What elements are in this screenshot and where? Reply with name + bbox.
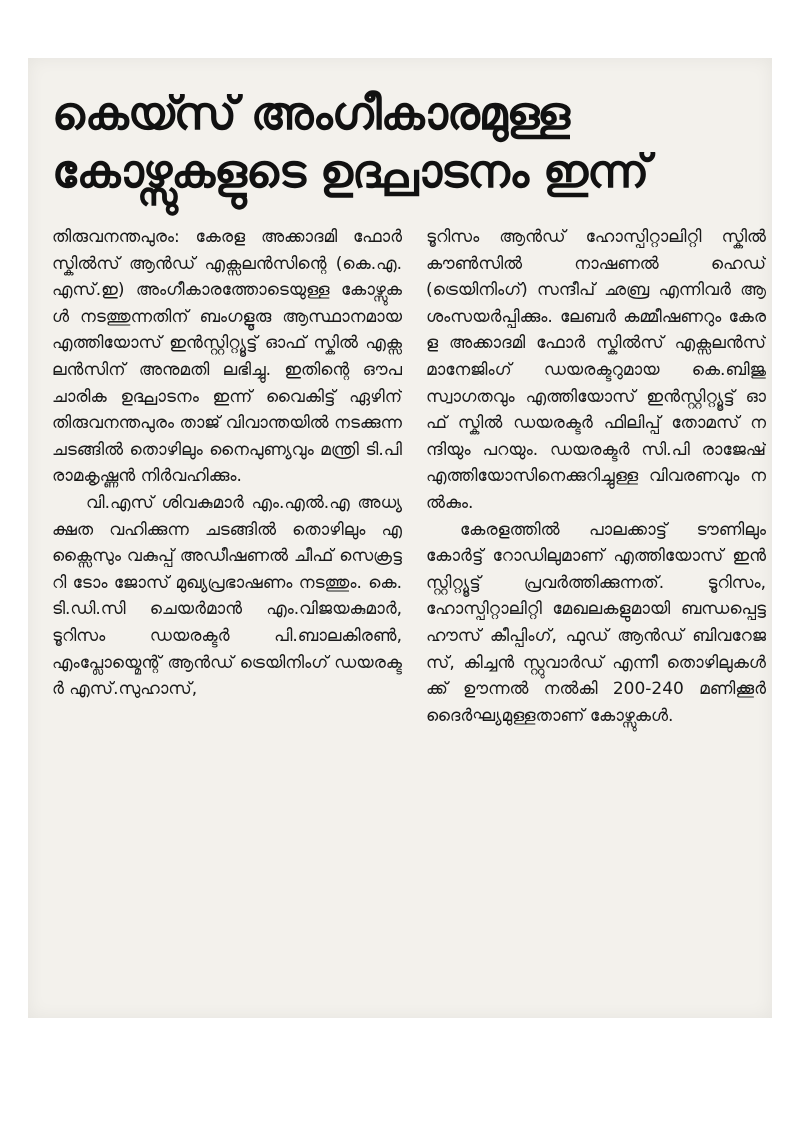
article-column-right [426, 224, 766, 1014]
paragraph-4: കേരളത്തിൽ പാലക്കാട്ട് ടൗണിലും കോർട്ട് റോഡിലുമാണ് എത്തിയോസ് ഇൻസ്റ്റിറ്റ്യൂട്ട് പ്രവർത്തിക്കുന്നത്. ടൂറിസം, ഹോസ്പിറ്റാലിറ്റി മേഖലകളുമായി ബന്ധപ്പെട്ട ഹൗസ് കീപ്പിംഗ്, ഫുഡ് ആൻഡ് ബിവറേജസ്, കിച്ചൻ സ്റ്റുവാർഡ് എന്നീ തൊഴിലുകൾക്ക് ഊന്നൽ നൽകി 200-240 മണിക്കൂർ ദൈർഘ്യമുള്ളതാണ് കോഴ്സുകൾ. [426, 519, 766, 726]
headline-line-2: കോഴ്സുകളുടെ ഉദ്ഘാടനം ഇന്ന് [52, 144, 649, 198]
headline-line-1: കെയ്സ് അംഗീകാരമുള്ള [52, 86, 570, 140]
article-column-left [52, 224, 402, 1014]
article-body [52, 224, 772, 1014]
paragraph-2: വി.എസ് ശിവകുമാർ എം.എൽ.എ അധ്യക്ഷത വഹിക്കുന്ന ചടങ്ങിൽ തൊഴിലും എക്സൈസും വകുപ്പ് അഡീഷണൽ ചീഫ് സെക്രട്ടറി ടോം ജോസ് മുഖ്യപ്രഭാഷണം നടത്തും. കെ.ടി.ഡി.സി ചെയർമാൻ എം.വിജയകുമാർ, ടൂറിസം ഡയരക്ടർ പി.ബാലകിരൺ, എംപ്ലോയ്മെന്റ് ആൻഡ് ട്രെയിനിംഗ് ഡയരക്ടർ എസ്.സുഹാസ്, [52, 492, 402, 700]
paragraph-1: തിരുവനന്തപുരം: കേരള അക്കാദമി ഫോർ സ്കിൽസ് ആൻഡ് എക്സലൻസിന്റെ (കെ.എ.എസ്.ഇ) അംഗീകാരത്തോടെയുള്ള കോഴ്സുകൾ നടത്തുന്നതിന് ബംഗളൂരു ആസ്ഥാനമായ എത്തിയോസ് ഇൻസ്റ്റിറ്റ്യൂട്ട് ഓഫ് സ്കിൽ എക്സലൻസിന് അനുമതി ലഭിച്ചു. ഇതിന്റെ ഔപചാരിക ഉദ്ഘാടനം ഇന്ന് വൈകിട്ട് ഏഴിന് തിരുവനന്തപുരം താജ് വിവാന്തയിൽ നടക്കുന്ന ചടങ്ങിൽ തൊഴിലും നൈപുണ്യവും മന്ത്രി ടി.പി രാമകൃഷ്ണൻ നിർവഹിക്കും. [52, 227, 402, 487]
article-headline [52, 84, 762, 200]
paragraph-3: ടൂറിസം ആൻഡ് ഹോസ്പിറ്റാലിറ്റി സ്കിൽ കൗൺസിൽ നാഷണൽ ഹെഡ് (ട്രെയിനിംഗ്) സന്ദീപ് ഛബ്ര എന്നിവർ ആശംസയർപ്പിക്കും. ലേബർ കമ്മീഷണറും കേരള അക്കാദമി ഫോർ സ്കിൽസ് എക്സലൻസ് മാനേജിംഗ് ഡയരക്ടറുമായ കെ.ബിജു സ്വാഗതവും എത്തിയോസ് ഇൻസ്റ്റിറ്റ്യൂട്ട് ഓഫ് സ്കിൽ ഡയരക്ടർ ഫിലിപ്പ് തോമസ് നന്ദിയും പറയും. ഡയരക്ടർ സി.പി രാജേഷ് എത്തിയോസിനെക്കുറിച്ചുള്ള വിവരണവും നൽകും. [426, 227, 766, 513]
